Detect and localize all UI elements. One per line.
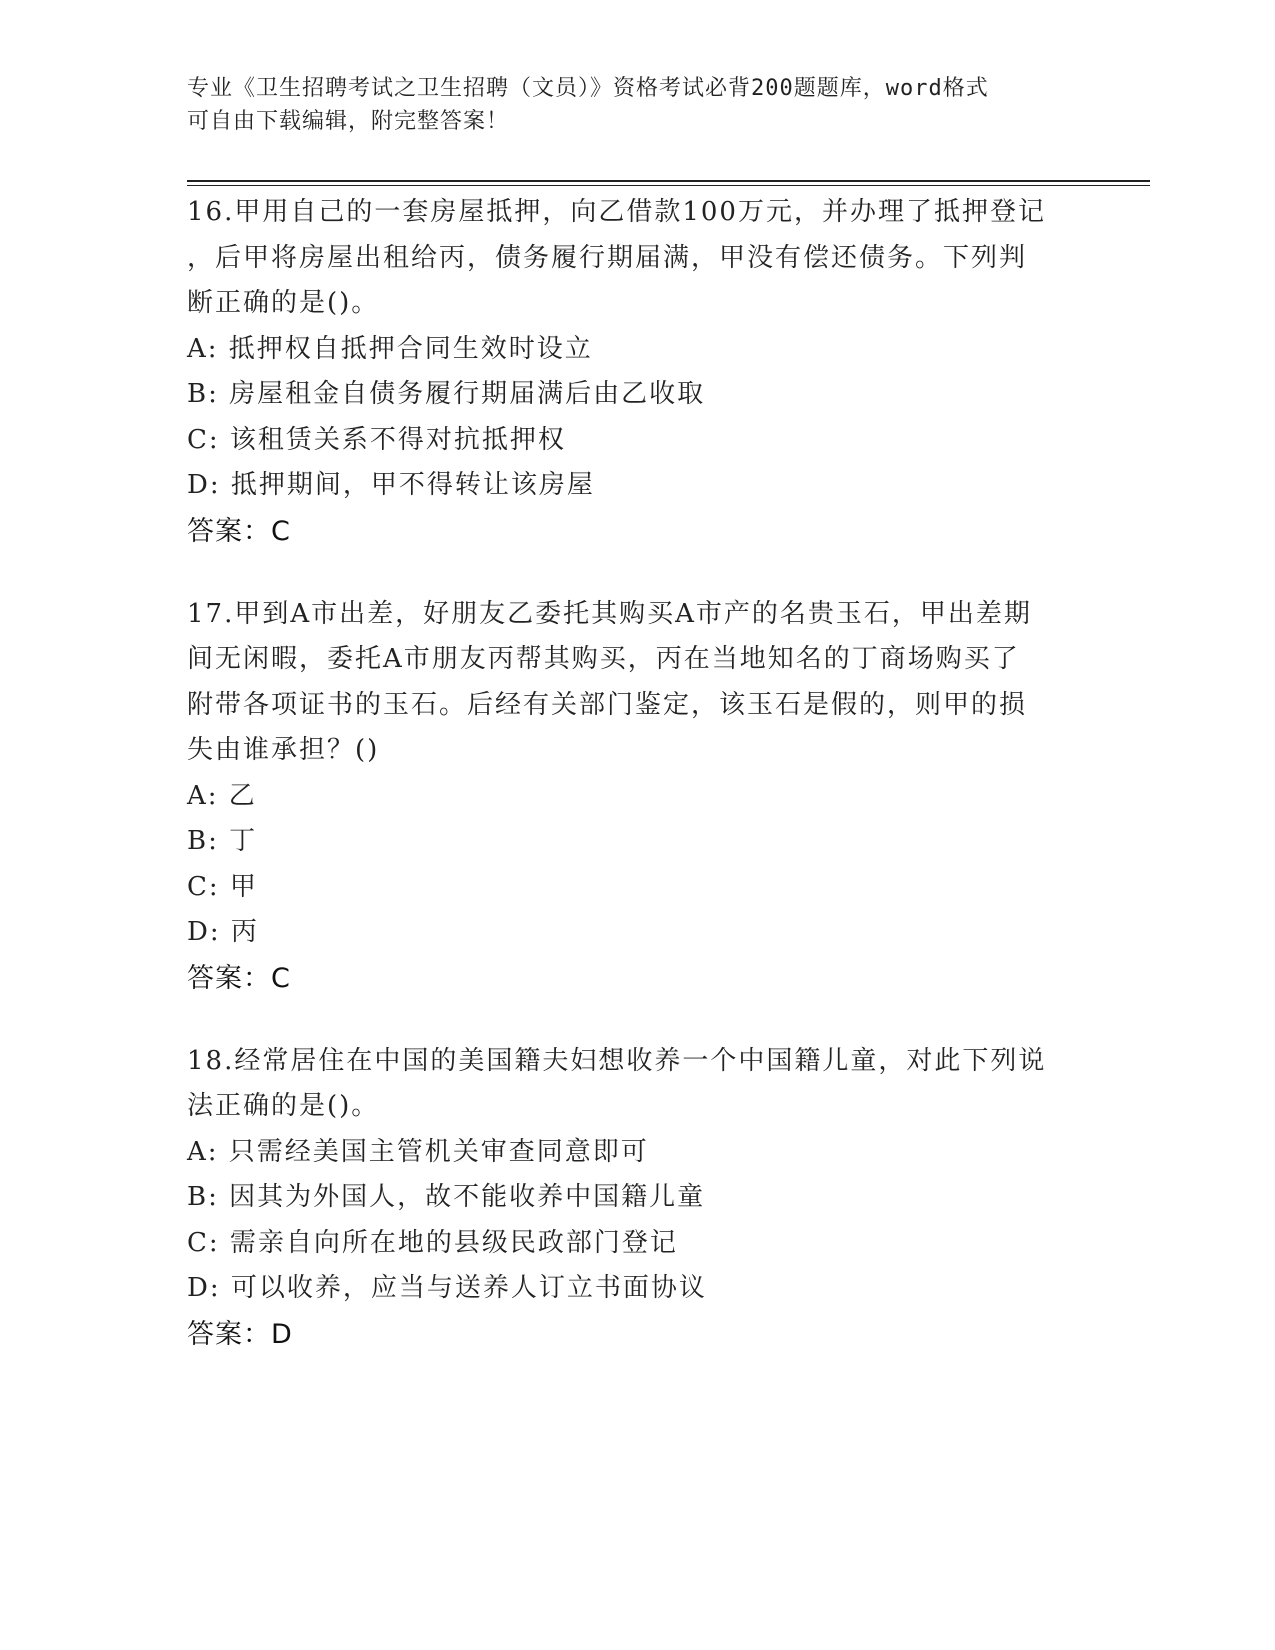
stem-line: 间无闲暇，委托A市朋友丙帮其购买，丙在当地知名的丁商场购买了	[187, 644, 1020, 674]
option-d: D: 丙	[187, 917, 259, 947]
header-rule-thick	[187, 180, 1150, 182]
stem-line: ，后甲将房屋出租给丙，债务履行期届满，甲没有偿还债务。下列判	[187, 242, 1028, 273]
option-a: A: 乙	[187, 780, 257, 811]
header-line-2: 可自由下载编辑，附完整答案！	[187, 109, 510, 134]
stem-line: 18.经常居住在中国的美国籍夫妇想收养一个中国籍儿童，对此下列说	[187, 1045, 1047, 1076]
answer: 答案：D	[187, 1318, 293, 1350]
header-line-1: 专业《卫生招聘考试之卫生招聘（文员）》资格考试必背200题题库，word格式	[187, 76, 989, 101]
option-a: A: 抵押权自抵押合同生效时设立	[187, 333, 593, 364]
question-stem	[187, 1039, 1087, 1130]
answer: 答案：C	[187, 962, 291, 994]
stem-line: 16.甲用自己的一套房屋抵押，向乙借款100万元，并办理了抵押登记	[187, 197, 1046, 227]
question-17	[187, 592, 1087, 1001]
stem-line: 17.甲到A市出差，好朋友乙委托其购买A市产的名贵玉石，甲出差期	[187, 598, 1032, 629]
question-18	[187, 1039, 1087, 1357]
answer: 答案：C	[187, 515, 291, 547]
option-a: A: 只需经美国主管机关审查同意即可	[187, 1136, 649, 1167]
document-header	[187, 72, 1067, 138]
option-c: C: 需亲自向所在地的县级民政部门登记	[187, 1227, 678, 1258]
question-stem	[187, 592, 1087, 774]
stem-line: 失由谁承担？()	[187, 735, 380, 765]
question-16	[187, 190, 1087, 554]
option-d: D: 抵押期间，甲不得转让该房屋	[187, 470, 595, 500]
option-b: B: 因其为外国人，故不能收养中国籍儿童	[187, 1182, 706, 1212]
question-stem	[187, 190, 1087, 327]
stem-line: 断正确的是()。	[187, 288, 380, 318]
question-list	[187, 190, 1087, 1395]
stem-line: 法正确的是()。	[187, 1091, 380, 1121]
option-b: B: 丁	[187, 826, 258, 856]
option-c: C: 该租赁关系不得对抗抵押权	[187, 424, 566, 455]
header-rule-thin	[187, 185, 1150, 186]
option-c: C: 甲	[187, 871, 258, 902]
option-b: B: 房屋租金自债务履行期届满后由乙收取	[187, 379, 706, 409]
option-d: D: 可以收养，应当与送养人订立书面协议	[187, 1273, 707, 1303]
stem-line: 附带各项证书的玉石。后经有关部门鉴定，该玉石是假的，则甲的损	[187, 689, 1028, 720]
